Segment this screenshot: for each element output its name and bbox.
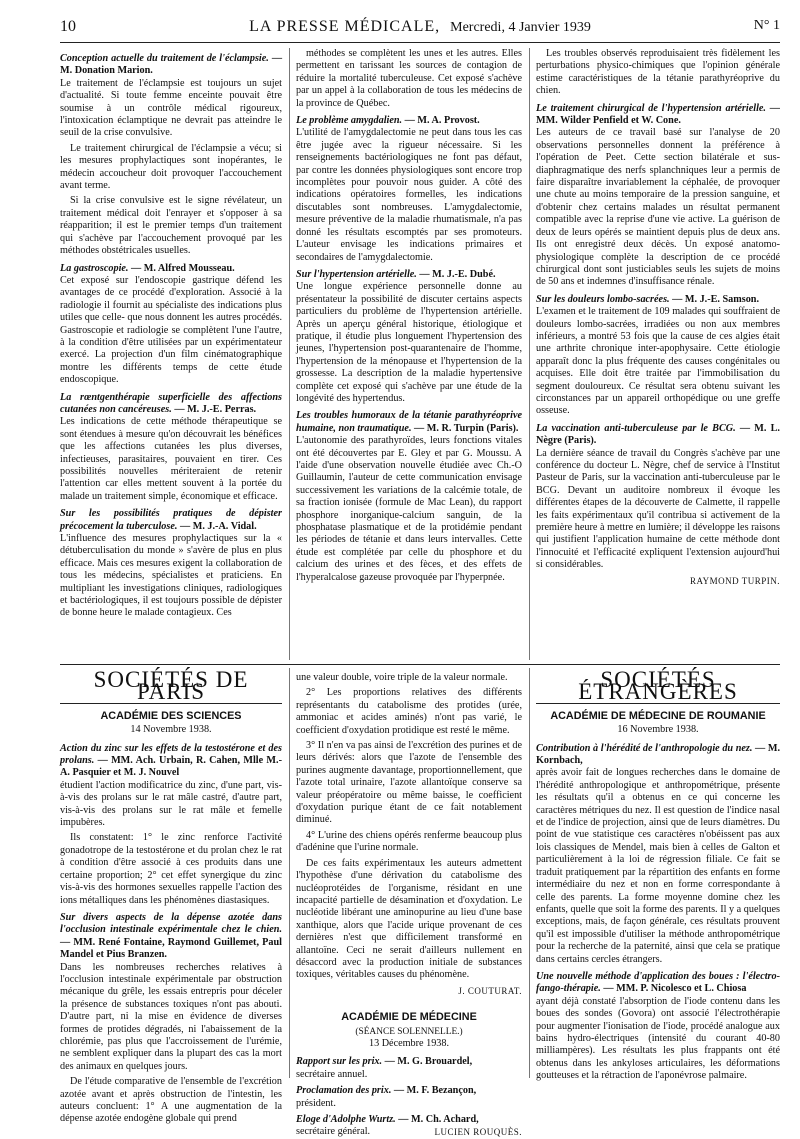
academie-sciences-date: 14 Novembre 1938. <box>130 724 212 736</box>
article-paragraph: Le traitement de l'éclampsie est toujours un sujet d'actualité. Si toute femme enceinte pouvait être soumise à un contrôle médical rigoureux, l'intoxication éclamptique ne devrait pas atteindre le seuil de la crise convulsive. <box>60 77 282 139</box>
section-heading-societes-etrangeres: SOCIÉTÉS ÉTRANGÈRES <box>578 667 738 705</box>
academie-medecine-seance: (SÉANCE SOLENNELLE.) <box>355 1026 463 1037</box>
article-title: La gastroscopie. <box>60 262 129 274</box>
prize-item-role <box>296 1126 522 1138</box>
article-paragraph: L'examen et le traitement de 109 malades qui souffraient de douleurs lombo-sacrées, irradiées ou non aux membres inférieurs, a montré 53 fois que la cause de ces algies était une arthrite chronique inter-apophysaire. Cette étiologie apparaît donc la plus fréquente des causes congénitales ou acquises. Elle doit être traitée par l'immobilisation du segment douloureux. Ce résultat sera obtenu suivant les circonstances par un appareil orthopédique ou une greffe osseuse. <box>536 306 780 417</box>
article-author: — M. R. Turpin (Paris). <box>411 422 519 434</box>
article-author: — MM. René Fontaine, Raymond Guillemet, Paul Mandel et Pius Branzen. <box>60 936 282 961</box>
article-paragraph: une valeur double, voire triple de la valeur normale. <box>296 672 508 683</box>
article-paragraph: étudient l'action modificatrice du zinc, d'une part, vis-à-vis des prolans sur le rat mâle castré, d'autre part, vis-à-vis des prolans sur le rat mâle et femelle impubères. <box>60 779 282 829</box>
paris-column-2 <box>296 672 522 1138</box>
prize-item <box>296 1085 522 1097</box>
top-column-3-articles <box>536 48 780 572</box>
article-paragraph: L'influence des mesures prophylactiques sur la « détuberculisation du monde » s'avère de plus en plus efficace. Mais ces mesures exigent la collaboration de tous les médecins, spécialistes et praticiens. En multipliant les investigations cliniques, radiologiques et bactériologiques, il est toujours possible de dépister de bonne heure le malade contagieux. Ces <box>60 533 282 619</box>
article-author: — MM. P. Nicolesco et L. Chiosa <box>600 983 747 995</box>
article-author: — M. Alfred Mousseau. <box>128 262 235 274</box>
article-title: Contribution à l'hérédité de l'anthropologie du nez. <box>536 742 753 754</box>
article-title: Sur divers aspects de la dépense azotée dans l'occlusion intestinale expérimentale chez le chien. <box>60 911 282 936</box>
article-heading <box>60 263 282 275</box>
article-paragraph: Ils constatent: 1° le zinc renforce l'activité gonadotrope de la testostérone et du prolan chez le rat à condition d'être associé à ces produits dans une certaine proportion; 2° cet effet synergique du zinc vis-à-vis des hormones sexuelles rappelle l'action des ions métalliques dans les phénomènes diastasiques. <box>60 832 282 906</box>
article-paragraph: ayant déjà constaté l'absorption de l'iode contenu dans les boues des sondes (Govora) ont associé l'électrothérapie pour augmenter l'ionisation de l'iode, procédé analogue aux bains hydro-électriques (intensité du courant 40-80 milliampères). Les résultats les plus frappants ont été obtenus dans les ankyloses articulaires, les déformations goutteuses et la rétraction de l'aponévrose palmaire. <box>536 995 780 1082</box>
issue-number: N° 1 <box>753 18 780 33</box>
article-title: Les troubles humoraux de la tétanie parathyréoprive humaine, non traumatique. <box>296 410 522 434</box>
article-paragraph: Si la crise convulsive est le signe révélateur, un traitement médical doit l'enrayer et s'opposer à sa réapparition; il est le premier temps d'un traitement qui s'achève par l'accouchement provoqué par les méthodes obstétricales usuelles. <box>60 195 282 257</box>
etrangeres-column <box>536 667 780 1082</box>
signature: J. COUTURAT. <box>458 985 522 996</box>
article-paragraph: Les indications de cette méthode thérapeutique se sont étendues à mesure qu'on découvrait les bénéfices que les affections cutanées les plus diverses, infectieuses, parasitaires, pouvaient en tirer. Ces possibilités nouvelles mériteraient de retenir l'attention car elles mettent souvent à la portée du malade un traitement simple, économique et efficace. <box>60 416 282 502</box>
academie-roumanie-heading: ACADÉMIE DE MÉDECINE DE ROUMANIE <box>550 709 766 722</box>
article-author: — M. J.-E. Samson. <box>669 293 760 305</box>
prize-item-author: — M. F. Bezançon, <box>391 1085 477 1097</box>
article-heading <box>60 508 282 533</box>
article-title: Sur les douleurs lombo-sacrées. <box>536 293 670 305</box>
page-header <box>60 18 780 40</box>
article-paragraph: La dernière séance de travail du Congrès s'achève par une conférence du docteur L. Nègre, chef de service à l'Institut Pasteur de Paris, sur la vaccination anti-tuberculeuse par le BCG. Devant un auditoire nombreux il évoque les différentes étapes de la découverte de Calmette, il rappelle les faits expérimentaux qu'il contribua si activement de la première heure à mettre en lumière; il développe les raisons qui justifient l'application humaine de cette méthode dont l'innocuité et l'efficacité expliquent l'extension aujourd'hui si considérables. <box>536 447 780 571</box>
header-rule <box>60 42 780 43</box>
article-paragraph: Les troubles observés reproduisaient très fidèlement les perturbations physico-chimiques que l'opinion générale estime caractéristiques de la tétanie parathyréoprive du chien. <box>536 48 780 97</box>
article-author: — M. J.-A. Vidal. <box>177 520 257 532</box>
article-heading <box>536 294 780 306</box>
article-heading <box>296 115 522 127</box>
article-heading <box>296 269 522 281</box>
article-paragraph: méthodes se complètent les unes et les autres. Elles permettent en tarissant les sources de contagion de réduire la mortalité tuberculeuse. Cet exposé s'achève par un appel à la collaboration de tous les médecins de la province de Québec. <box>296 48 522 109</box>
page-number: 10 <box>60 18 76 35</box>
article-paragraph: 3° Il n'en va pas ainsi de l'excrétion des purines et de leurs dérivés: alors que l'azote de l'ensemble des purines augmente davantage, proportionnellement, que l'azote total urinaire, l'azote allantoïque conserve sa valeur préopératoire ou même baisse, le coefficient d'oxydation purique étant de ce fait notablement diminué. <box>296 740 522 826</box>
article-heading <box>536 423 780 448</box>
article-title: Action du zinc sur les effets de la testostérone et des prolans. <box>60 742 282 767</box>
academie-medecine-date: 13 Décembre 1938. <box>368 1037 450 1049</box>
academie-medecine-heading: ACADÉMIE DE MÉDECINE <box>341 1011 477 1024</box>
prize-item-title: Proclamation des prix. <box>296 1085 392 1097</box>
article-heading <box>536 103 780 128</box>
column-divider <box>289 48 290 660</box>
article-heading <box>296 410 522 435</box>
article-paragraph: après avoir fait de longues recherches dans le domaine de l'hérédité anthropologique et anthropométrique, présente les résultats qu'il a obtenus en ce qui concerne les caractères métriques du nez. Il est question de l'indice nasal et de l'indice de projection, ainsi que de leurs diamètres. Du point de vue statistique ces caractères n'obéissent pas aux lois classiques de Mendel, mais bien à celles de Galton et particulièrement à la loi de régression filiale. Ce fait se traduit pratiquement par la répartition des enfants en forme intermédiaire du nez et non en forme correspondante à celle des parents. La forme moyenne domine chez les enfants, quelle que soit la forme des parents. Il y a quelques exceptions, mais, de façon générale, ces résultats prouvent qu'il est impossible d'utiliser la méthode anthropométrique pour la recherche de la paternité, ainsi que cela se pratique dans certains cercles étrangers. <box>536 767 780 965</box>
column-divider <box>529 48 530 660</box>
article-heading <box>536 743 780 768</box>
section-rule <box>60 664 780 665</box>
issue-date: Mercredi, 4 Janvier 1939 <box>450 20 591 35</box>
article-author: — M. J.-E. Perras. <box>171 403 257 415</box>
prize-item-author: — M. G. Brouardel, <box>382 1056 473 1068</box>
article-paragraph: Les auteurs de ce travail basé sur l'analyse de 20 observations personnelles donnent la préférence à l'opération de Peet. Cette section bilatérale et sus-diaphragmatique des nerfs splanchniques leur a permis de faire disparaître invariablement la céphalée, de provoquer une chute au moins temporaire de la pression sanguine, et d'obtenir chez certains malades un résultat permanent compatible avec la reprise d'une vie active. La guérison de deux de leurs opérés se maintient depuis plus de deux ans. Ils ont enregistré deux décès. Un exposé anatomo-physiologique complète la description de ce procédé chirurgical dont sont justiciables seuls les sujets de moins de 50 ans et indemnes d'insuffisance rénale. <box>536 127 780 288</box>
article-paragraph: L'utilité de l'amygdalectomie ne peut dans tous les cas être jugée avec la rigueur nécessaire. Si les renseignements bactériologiques ne font pas défaut, par contre les données physiologiques sont encore trop incomplètes pour pouvoir nous guider. A côté des indications opératoires formelles, les indications discutables sont nombreuses. L'amygdalectomie, mesure préventive de la maladie rhumatismale, n'a pas donné les résultats escomptés par ses promoteurs. L'auteur envisage les indications primaires et secondaires de l'amygdalectomie. <box>296 127 522 263</box>
article-paragraph: Le traitement chirurgical de l'éclampsie a vécu; si les mesures prophylactiques sont inopérantes, le médecin accoucheur doit provoquer l'accouchement avant terme. <box>60 142 282 192</box>
academie-sciences-continuation <box>296 672 522 982</box>
prize-item-role-text: président. <box>296 1097 336 1109</box>
article-heading <box>60 392 282 417</box>
article-title: Une nouvelle méthode d'application des boues : l'électro-fango-thérapie. <box>536 970 780 995</box>
signature: LUCIEN ROUQUÈS. <box>434 1127 522 1138</box>
article-title: Le traitement chirurgical de l'hypertension artérielle. <box>536 102 766 114</box>
article-paragraph: Dans les nombreuses recherches relatives à l'occlusion intestinale expérimentale par obstruction mécanique du grêle, les essais entrepris pour déceler la présence de substances toxiques n'ont pas abouti. D'autre part, ni la mise en évidence de diverses formes de protides dégradés, ni l'abaissement de la chlorémie, pas plus que l'accroissement de l'urémie, ne semblent expliquer dans la plupart des cas la mort des animaux en quelques jours. <box>60 961 282 1072</box>
article-heading <box>60 912 282 962</box>
academie-sciences-articles <box>60 743 282 1126</box>
academie-medecine-items <box>296 1056 522 1138</box>
article-heading <box>60 53 282 78</box>
section-heading-societes-de-paris: SOCIÉTÉS DE PARIS <box>93 667 249 705</box>
prize-item-role-text: secrétaire annuel. <box>296 1068 368 1080</box>
article-paragraph: Une longue expérience personnelle donne au présentateur la possibilité de discuter certains aspects particuliers du problème de l'hypertension artérielle. Après un aperçu général historique, étiologique et pratique, il étudie plus longuement l'hypertension des jeunes, l'hypertension post-quarantenaire de l'homme, l'hypertension de la ménopause et l'hypertension de la grossesse. La description de la maladie hypertensive complète cet exposé qui s'achève par une étude de la longévité des hypertendus. <box>296 281 522 404</box>
article-title: La rœntgenthérapie superficielle des affections cutanées non cancéreuses. <box>60 391 282 415</box>
article-author: — MM. Wilder Penfield et W. Cone. <box>536 102 780 127</box>
article-paragraph: Cet exposé sur l'endoscopie gastrique défend les avantages de ce procédé d'exploration. Associé à la radiologie il fournit au spécialiste des indications plus utiles que celle- que nous donnent les autres procédés. Gastroscopie et radiologie se complètent l'une l'autre, à la condition d'être utilisées par un expérimentateur exercé. La projection d'un film cinématographique montre les différents temps de cette étude endoscopique. <box>60 274 282 386</box>
prize-item-role <box>296 1069 522 1081</box>
top-column-3 <box>536 48 780 660</box>
academie-roumanie-date: 16 Novembre 1938. <box>617 724 699 736</box>
article-title: Sur l'hypertension artérielle. <box>296 268 417 280</box>
article-author: — M. A. Provost. <box>402 115 480 127</box>
article-title: Sur les possibilités pratiques de dépister précocement la tuberculose. <box>60 508 282 532</box>
article-paragraph: 4° L'urine des chiens opérés renferme beaucoup plus d'adénine que l'urine normale. <box>296 829 522 854</box>
article-title: Le problème amygdalien. <box>296 115 403 127</box>
signature: RAYMOND TURPIN. <box>689 575 780 586</box>
journal-title-line <box>60 18 780 36</box>
article-paragraph: L'autonomie des parathyroïdes, leurs fonctions vitales ont été découvertes par E. Gley et par G. Moussu. A l'aide d'une observation nouvelle étudiée avec Ch.-O Guillaumin, l'auteur de cette communication envisage successivement les variations de la calcémie totale, de sa fraction ionisée (formule de Mac Lean), du rapport phosphore inorganique-calcium sanguin, de la phosphatase plasmatique et de la protidémie pendant les périodes de tétanie et dans leurs intervalles. Cette étude est complétée par celle du phosphore et du calcium des urines et des fèces, et des effets de l'hyperalcalose gazeuse provoquée par l'hyperpnée. <box>296 435 522 583</box>
prize-item-title: Rapport sur les prix. <box>296 1056 383 1068</box>
prize-item-role-text: secrétaire général. <box>296 1126 371 1138</box>
top-column-2 <box>296 48 522 660</box>
article-heading <box>536 971 780 996</box>
paris-column-1 <box>60 667 282 1125</box>
journal-title: LA PRESSE MÉDICALE, <box>249 18 441 35</box>
article-author: — M. J.-E. Dubé. <box>416 268 496 280</box>
prize-item <box>296 1056 522 1068</box>
prize-item-title: Eloge d'Adolphe Wurtz. <box>296 1114 396 1125</box>
article-paragraph: De l'étude comparative de l'ensemble de l'excrétion azotée avant et après obstruction de l'intestin, les auteurs concluent: 1° A une augmentation de la dépense azotée endogène globale qui prend <box>60 1076 282 1125</box>
article-author: — MM. Ach. Urbain, R. Cahen, Mlle M.-A. Pasquier et M. J. Nouvel <box>60 755 282 779</box>
article-title: La vaccination anti-tuberculeuse par le BCG. <box>536 422 736 434</box>
prize-item <box>296 1114 522 1126</box>
academie-roumanie-articles <box>536 743 780 1083</box>
column-divider <box>529 668 530 1078</box>
article-author: — M. Donation Marion. <box>60 53 283 77</box>
article-author: — M. Kornbach, <box>536 742 780 767</box>
prize-item-role <box>296 1098 522 1110</box>
article-paragraph: De ces faits expérimentaux les auteurs admettent l'hypothèse d'une dérivation du catabolisme des nucléoprotéides de l'organisme, résidant en une incapacité partielle de désamination et d'oxydation. Le nucléotide libérant une aminopurine au lieu d'une base xanthique, alors que l'acide urique provenant de ces dernières n'est que difficilement transformé en allantoïne. Ceci ne serait d'ailleurs nullement en désaccord avec la production initiale de substances toxiques, véritables causes du phénomène. <box>296 857 522 981</box>
academie-sciences-heading: ACADÉMIE DES SCIENCES <box>100 709 242 722</box>
top-column-1 <box>60 48 282 660</box>
article-author: — M. L. Nègre (Paris). <box>536 422 780 447</box>
prize-item-author: — M. Ch. Achard, <box>395 1114 479 1125</box>
article-title: Conception actuelle du traitement de l'éclampsie. <box>60 53 269 64</box>
article-heading <box>60 743 282 780</box>
column-divider <box>289 668 290 1078</box>
article-paragraph: 2° Les proportions relatives des différents représentants du catabolisme des protides (urée, ammoniac et acides aminés) n'ont pas varié, le coefficient d'oxydation protidique est resté le même. <box>296 687 522 736</box>
